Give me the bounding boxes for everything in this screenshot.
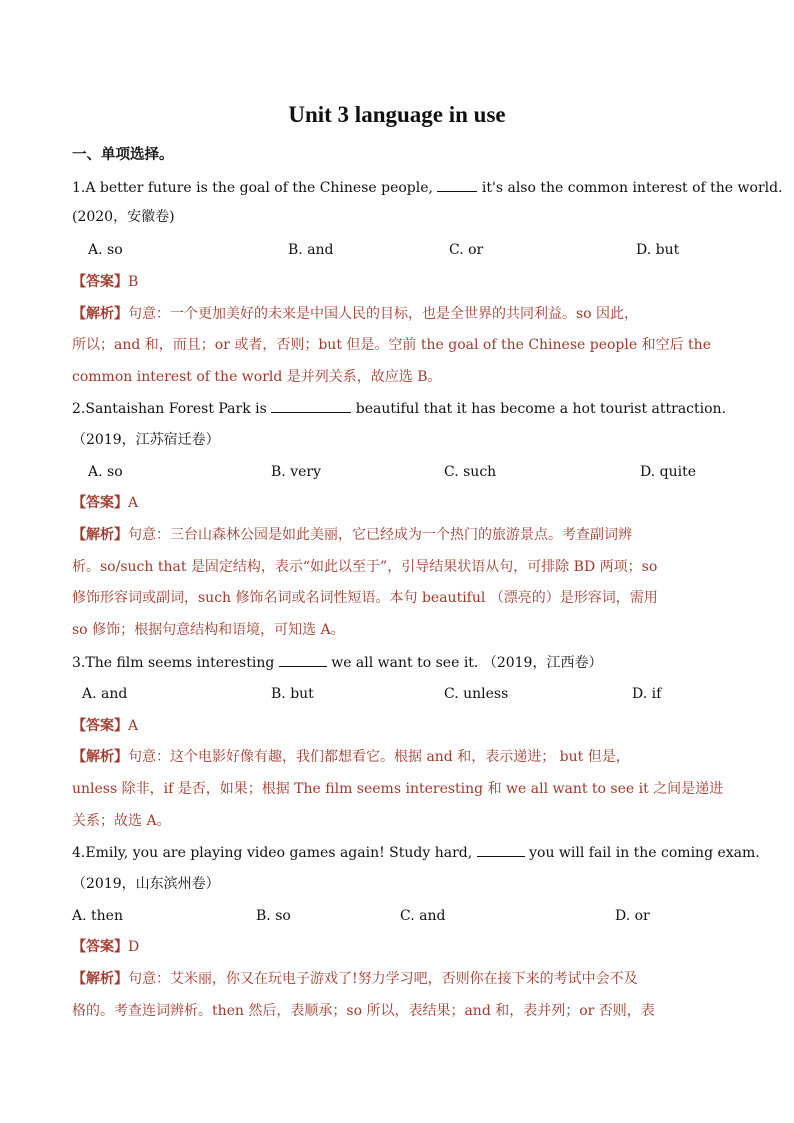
question-2-stem <box>72 398 727 419</box>
q3-analysis-line-3: 关系；故选 A。 <box>72 813 171 829</box>
analysis-tag: 【解析】 <box>72 749 128 765</box>
q2-text-a: 2.Santaishan Forest Park is <box>72 401 272 417</box>
q2-answer-value: A <box>128 495 139 511</box>
q1-text-b: it's also the common interest of the world. <box>477 180 783 196</box>
question-2-source: （2019，江苏宿迁卷） <box>72 432 220 448</box>
q2-option-c: C. such <box>444 464 497 480</box>
q1-analysis-line-1 <box>72 304 722 324</box>
answer-tag: 【答案】 <box>72 495 128 511</box>
q4-text-a: 4.Emily, you are playing video games again! Study hard, <box>72 845 477 861</box>
q4-analysis-text-1: 句意：艾米丽，你又在玩电子游戏了!努力学习吧，否则你在接下来的考试中会不及 <box>128 971 638 987</box>
q3-answer <box>72 716 722 736</box>
q1-analysis-line-2: 所以；and 和，而且；or 或者，否则；but 但是。空前 the goal of the Chinese people 和空后 the <box>72 337 711 353</box>
question-1-stem <box>72 177 783 198</box>
q1-option-b: B. and <box>288 242 334 258</box>
analysis-tag: 【解析】 <box>72 971 128 987</box>
q1-blank <box>437 177 477 192</box>
q2-blank <box>271 398 351 413</box>
analysis-tag: 【解析】 <box>72 527 128 543</box>
section-heading: 一、单项选择。 <box>72 147 174 163</box>
q1-analysis-text-1: 句意：一个更加美好的未来是中国人民的目标，也是全世界的共同利益。so 因此， <box>128 306 639 322</box>
q3-analysis-text-1: 句意：这个电影好像有趣，我们都想看它。根据 and 和，表示递进； but 但是， <box>128 749 630 765</box>
question-1-source: (2020，安徽卷) <box>72 209 175 225</box>
q2-analysis-line-2: 析。so/such that 是固定结构，表示“如此以至于”，引导结果状语从句，可排除 BD 两项；so <box>72 559 658 575</box>
q4-text-b: you will fail in the coming exam. <box>524 845 760 861</box>
q4-option-d: D. or <box>615 908 650 924</box>
question-3-stem <box>72 652 722 673</box>
q3-analysis-line-1 <box>72 747 722 767</box>
q1-option-c: C. or <box>449 242 484 258</box>
q4-blank <box>477 842 525 857</box>
answer-tag: 【答案】 <box>72 274 128 290</box>
q2-option-b: B. very <box>271 464 321 480</box>
q4-answer-value: D <box>128 939 140 955</box>
q2-analysis-line-3: 修饰形容词或副词，such 修饰名词或名词性短语。本句 beautiful （漂亮的）是形容词，需用 <box>72 590 658 606</box>
q1-text-a: 1.A better future is the goal of the Chinese people, <box>72 180 438 196</box>
page-title: Unit 3 language in use <box>288 102 506 127</box>
analysis-tag: 【解析】 <box>72 306 128 322</box>
q2-option-d: D. quite <box>640 464 696 480</box>
q2-analysis-line-4: so 修饰；根据句意结构和语境，可知选 A。 <box>72 622 345 638</box>
question-4-stem <box>72 842 760 863</box>
q3-blank <box>279 652 327 667</box>
q1-option-a: A. so <box>88 242 123 258</box>
q4-analysis-line-1 <box>72 969 722 989</box>
q1-analysis-line-3: common interest of the world 是并列关系，故应选 B。 <box>72 369 442 385</box>
q2-answer <box>72 493 722 513</box>
answer-tag: 【答案】 <box>72 939 128 955</box>
q1-answer-value: B <box>128 274 139 290</box>
q3-text-b: we all want to see it. （2019，江西卷） <box>326 655 603 671</box>
q4-option-a: A. then <box>72 908 123 924</box>
answer-tag: 【答案】 <box>72 718 128 734</box>
q4-answer <box>72 937 722 957</box>
q2-option-a: A. so <box>88 464 123 480</box>
q4-option-c: C. and <box>400 908 446 924</box>
q3-option-c: C. unless <box>444 686 509 702</box>
q3-analysis-line-2: unless 除非，if 是否，如果；根据 The film seems interesting 和 we all want to see it 之间是递进 <box>72 781 724 797</box>
q3-text-a: 3.The film seems interesting <box>72 655 279 671</box>
q3-answer-value: A <box>128 718 139 734</box>
q3-option-d: D. if <box>632 686 662 702</box>
q2-analysis-line-1 <box>72 525 722 545</box>
q3-option-b: B. but <box>271 686 314 702</box>
question-4-source: （2019，山东滨州卷） <box>72 876 220 892</box>
q4-option-b: B. so <box>256 908 291 924</box>
q3-option-a: A. and <box>82 686 128 702</box>
q1-answer <box>72 272 722 292</box>
q4-analysis-line-2: 格的。考查连词辨析。then 然后，表顺承；so 所以，表结果；and 和，表并列；or 否则，表 <box>72 1003 655 1019</box>
q1-option-d: D. but <box>636 242 680 258</box>
q2-analysis-text-1: 句意：三台山森林公园是如此美丽，它已经成为一个热门的旅游景点。考查副词辨 <box>128 527 632 543</box>
q2-text-b: beautiful that it has become a hot tourist attraction. <box>351 401 727 417</box>
